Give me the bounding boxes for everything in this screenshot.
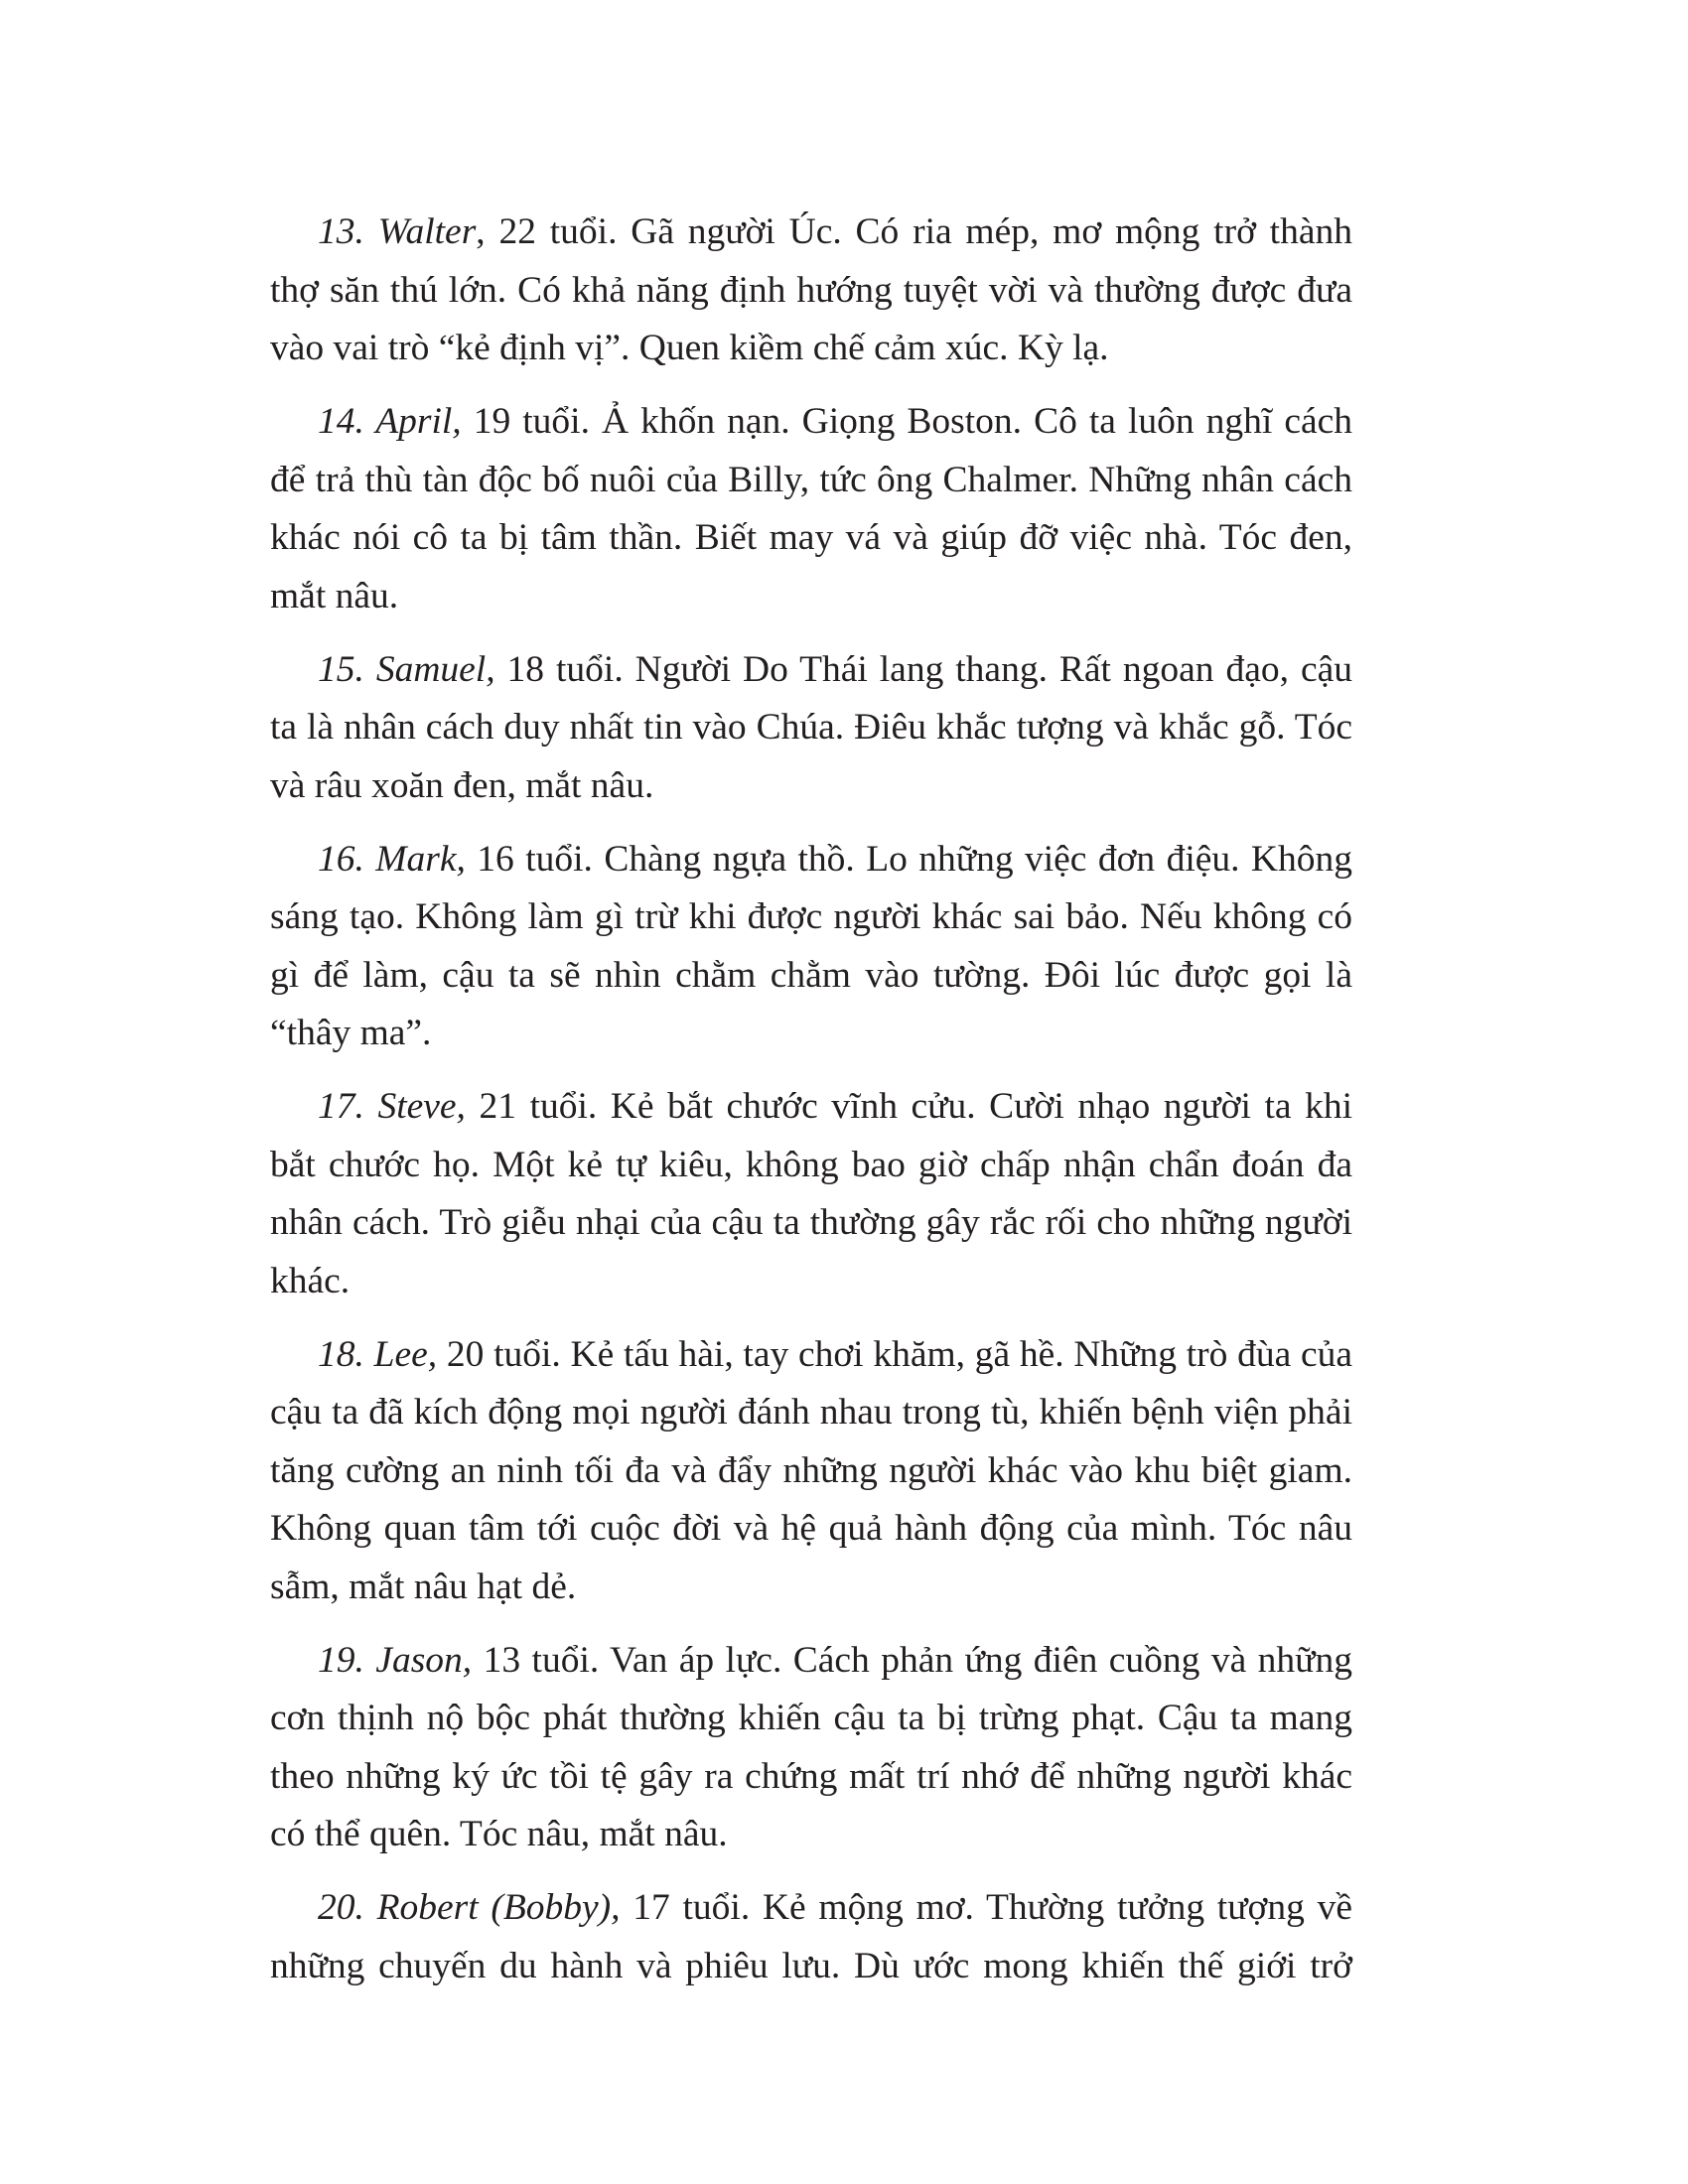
entry-label: 16. Mark,: [318, 838, 466, 880]
entry-separator: [472, 1640, 483, 1681]
entry-label: 15. Samuel,: [318, 648, 495, 690]
entry-separator: [437, 1334, 447, 1375]
entry-samuel: [270, 641, 1352, 816]
entry-label: 18. Lee,: [318, 1333, 438, 1375]
entry-separator: [466, 1086, 480, 1127]
entry-lee: [270, 1326, 1352, 1617]
entry-label: 13. Walter: [318, 211, 477, 252]
entry-separator: [466, 839, 477, 880]
entry-text: 19 tuổi. Ả khốn nạn. Giọng Boston. Cô ta luôn nghĩ cách để trả thù tàn độc bố nuôi của Billy, tức ông Chalmer. Những nhân cách khác nói cô ta bị tâm thần. Biết may vá và giúp đỡ việc nhà. Tóc đen, mắt nâu.: [270, 401, 1353, 616]
entry-separator: ,: [476, 211, 499, 252]
entry-separator: [621, 1887, 633, 1928]
entry-text: 17 tuổi. Kẻ mộng mơ. Thường tưởng tượng về những chuyến du hành và phiêu lưu. Dù ước mong khiến thế giới trở: [270, 1887, 1352, 1986]
book-page: [270, 204, 1352, 2011]
entry-label: 19. Jason,: [318, 1639, 473, 1681]
entry-separator: [462, 401, 474, 442]
entry-text: 18 tuổi. Người Do Thái lang thang. Rất ngoan đạo, cậu ta là nhân cách duy nhất tin vào Chúa. Điêu khắc tượng và khắc gỗ. Tóc và râu xoăn đen, mắt nâu.: [270, 648, 1352, 806]
entry-text: 16 tuổi. Chàng ngựa thồ. Lo những việc đơn điệu. Không sáng tạo. Không làm gì trừ khi được người khác sai bảo. Nếu không có gì để làm, cậu ta sẽ nhìn chằm chằm vào tường. Đôi lúc được gọi là “thây ma”.: [270, 838, 1353, 1053]
entry-walter: [270, 204, 1352, 378]
entry-text: 13 tuổi. Van áp lực. Cách phản ứng điên cuồng và những cơn thịnh nộ bộc phát thường khiến cậu ta bị trừng phạt. Cậu ta mang theo những ký ức tồi tệ gây ra chứng mất trí nhớ để những người khác có thể quên. Tóc nâu, mắt nâu.: [270, 1639, 1352, 1854]
entry-jason: [270, 1632, 1352, 1864]
entry-separator: [495, 649, 507, 690]
entry-steve: [270, 1078, 1352, 1310]
entry-april: [270, 393, 1352, 625]
entry-text: 21 tuổi. Kẻ bắt chước vĩnh cửu. Cười nhạo người ta khi bắt chước họ. Một kẻ tự kiêu, không bao giờ chấp nhận chẩn đoán đa nhân cách. Trò giễu nhại của cậu ta thường gây rắc rối cho những người khác.: [270, 1086, 1352, 1301]
entry-mark: [270, 831, 1352, 1063]
entry-label: 17. Steve,: [318, 1086, 466, 1127]
entry-robert: [270, 1879, 1352, 1995]
entry-text: 22 tuổi. Gã người Úc. Có ria mép, mơ mộng trở thành thợ săn thú lớn. Có khả năng định hướng tuyệt vời và thường được đưa vào vai trò “kẻ định vị”. Quen kiềm chế cảm xúc. Kỳ lạ.: [270, 211, 1352, 368]
entry-label: 14. April,: [318, 401, 462, 442]
entry-label: 20. Robert (Bobby),: [318, 1887, 621, 1928]
entry-text: 20 tuổi. Kẻ tấu hài, tay chơi khăm, gã hề. Những trò đùa của cậu ta đã kích động mọi người đánh nhau trong tù, khiến bệnh viện phải tăng cường an ninh tối đa và đẩy những người khác vào khu biệt giam. Không quan tâm tới cuộc đời và hệ quả hành động của mình. Tóc nâu sẫm, mắt nâu hạt dẻ.: [270, 1333, 1352, 1607]
